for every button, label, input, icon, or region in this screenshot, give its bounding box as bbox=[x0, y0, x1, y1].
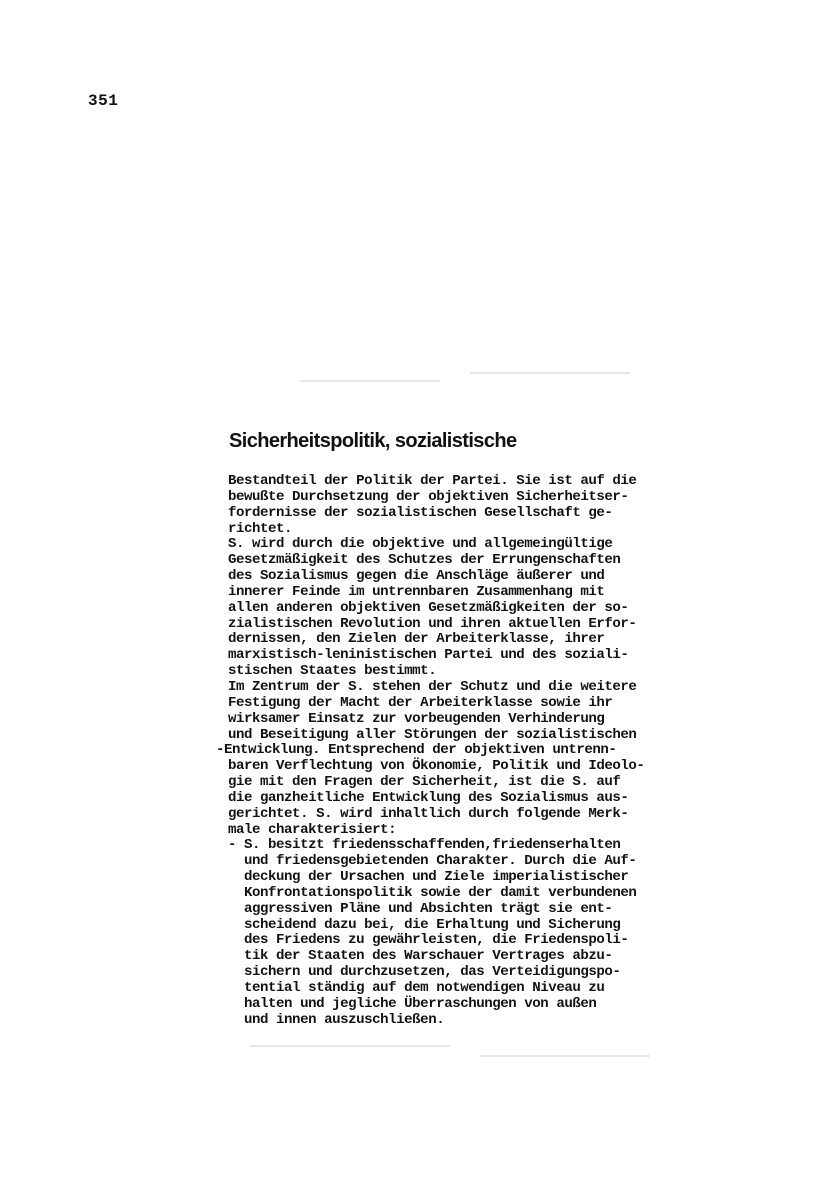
list-item-line: deckung der Ursachen und Ziele imperialistischer bbox=[228, 869, 629, 886]
scan-speck bbox=[480, 1055, 650, 1057]
list-item-line: und innen auszuschließen. bbox=[228, 1011, 445, 1028]
body-line: stischen Staates bestimmt. bbox=[228, 663, 437, 680]
body-line: Bestandteil der Politik der Partei. Sie ist auf die bbox=[228, 473, 637, 489]
entry-body bbox=[216, 473, 748, 1029]
list-item-line: - S. besitzt friedensschaffenden,friedenserhalten bbox=[228, 837, 621, 854]
list-item-line: und friedensgebietenden Charakter. Durch die Auf- bbox=[228, 853, 637, 870]
list-item-line: Konfrontationspolitik sowie der damit verbundenen bbox=[228, 884, 637, 901]
page-number: 351 bbox=[88, 92, 119, 110]
body-line: fordernisse der sozialistischen Gesellschaft ge- bbox=[228, 504, 613, 521]
body-line: richtet. bbox=[228, 520, 293, 537]
body-line: marxistisch-leninistischen Partei und des soziali- bbox=[228, 647, 629, 664]
body-line: -Entwicklung. Entsprechend der objektiven untrenn- bbox=[216, 742, 617, 759]
list-item-line: tential ständig auf dem notwendigen Niveau zu bbox=[228, 980, 605, 996]
list-item-line: scheidend dazu bei, die Erhaltung und Sicherung bbox=[228, 916, 621, 933]
body-line: bewußte Durchsetzung der objektiven Sicherheitser- bbox=[228, 488, 629, 505]
list-item-line: halten und jegliche Überraschungen von außen bbox=[228, 995, 597, 1012]
body-line: wirksamer Einsatz zur vorbeugenden Verhinderung bbox=[228, 710, 605, 727]
body-line: zialistischen Revolution und ihren aktuellen Erfor- bbox=[228, 615, 637, 632]
entry-heading: Sicherheitspolitik, sozialistische bbox=[229, 430, 517, 452]
body-line: gie mit den Fragen der Sicherheit, ist die S. auf bbox=[228, 774, 621, 791]
body-line: dernissen, den Zielen der Arbeiterklasse, ihrer bbox=[228, 631, 605, 648]
body-line: die ganzheitliche Entwicklung des Sozialismus aus- bbox=[228, 789, 629, 806]
list-item-line: tik der Staaten des Warschauer Vertrages abzu- bbox=[228, 948, 613, 965]
body-line: Im Zentrum der S. stehen der Schutz und die weitere bbox=[228, 678, 637, 695]
body-line: des Sozialismus gegen die Anschläge äußerer und bbox=[228, 568, 605, 585]
list-item-line: sichern und durchzusetzen, das Verteidigungspo- bbox=[228, 964, 621, 981]
body-line: und Beseitigung aller Störungen der sozialistischen bbox=[228, 726, 637, 743]
list-item-line: des Friedens zu gewährleisten, die Friedenspoli- bbox=[228, 932, 629, 949]
list-item-line: aggressiven Pläne und Absichten trägt sie ent- bbox=[228, 900, 613, 917]
body-line: baren Verflechtung von Ökonomie, Politik und Ideolo- bbox=[228, 758, 645, 775]
body-line: allen anderen objektiven Gesetzmäßigkeiten der so- bbox=[228, 599, 629, 616]
scan-speck bbox=[300, 380, 440, 382]
body-line: Gesetzmäßigkeit des Schutzes der Errungenschaften bbox=[228, 552, 621, 569]
scan-speck bbox=[470, 372, 630, 374]
body-line: gerichtet. S. wird inhaltlich durch folgende Merk- bbox=[228, 805, 629, 822]
body-line: S. wird durch die objektive und allgemeingültige bbox=[228, 536, 613, 553]
scan-speck bbox=[250, 1045, 450, 1047]
body-line: Festigung der Macht der Arbeiterklasse sowie ihr bbox=[228, 694, 613, 711]
body-line: innerer Feinde im untrennbaren Zusammenhang mit bbox=[228, 583, 605, 600]
body-line: male charakterisiert: bbox=[228, 821, 397, 838]
